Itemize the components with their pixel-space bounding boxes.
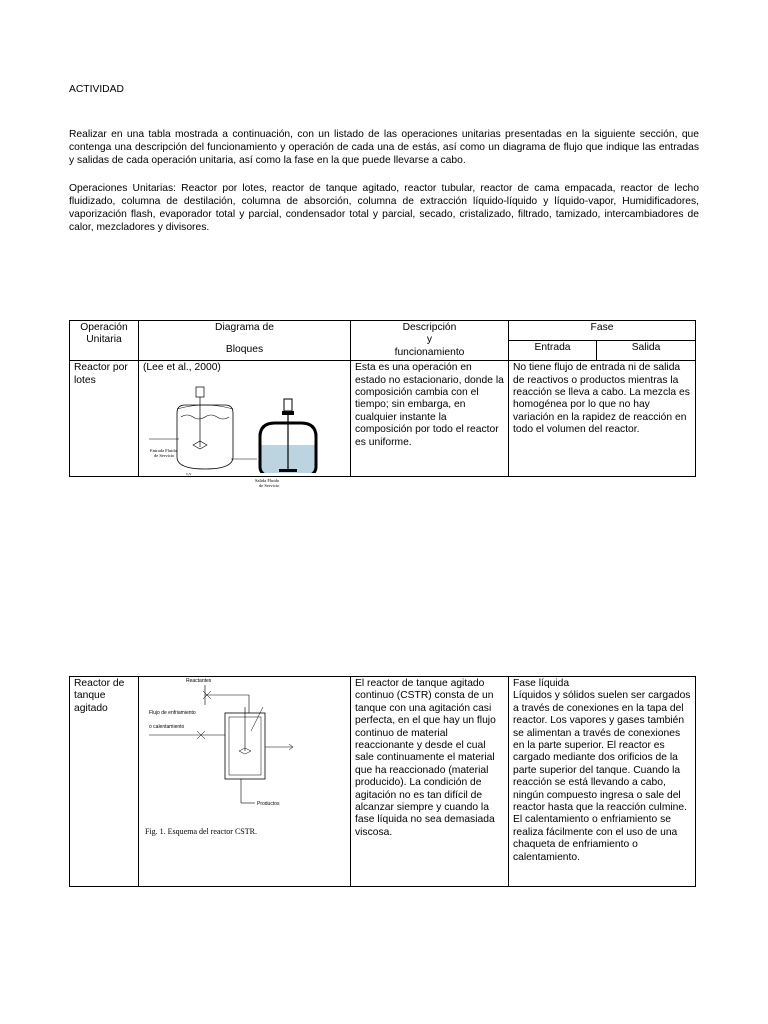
diagram-label-output: Salida Fluido de Servicio <box>255 478 280 489</box>
row2-diagram <box>139 677 351 887</box>
row-phase: No tiene flujo de entrada ni de salida de reactivos o productos mientras la reacción se lleva a cabo. La mezcla es homogénea por lo que no hay variación en la rapidez de reacción en todo el volumen del reactor. <box>509 361 696 477</box>
diagram-label-cv: c,v <box>186 471 192 477</box>
header-description: Descripción y funcionamiento <box>351 321 509 361</box>
batch-reactor-diagram <box>139 375 343 473</box>
row-description: Esta es una operación en estado no estacionario, donde la composición cambia con el tiempo; sin embarga, en cualquier instante la composición por todo el reactor es uniforme. <box>351 361 509 477</box>
cstr-diagram <box>143 679 303 819</box>
cstr-label-reactants: Reactantes <box>186 678 212 684</box>
table-batch-reactor <box>69 320 696 489</box>
row2-phase: Fase líquida Líquidos y sólidos suelen ser cargados a través de conexiones en la tapa del reactor. Los vapores y gases también se alimentan a través de conexiones en la parte superior. El reactor es cargado mediante dos orificios de la parte superior del tanque. Cuando la reacción se está llevando a cabo, ningún compuesto ingresa o sale del reactor hasta que la reacción culmine. El calentamiento o enfriamiento se realiza fácilmente con el uso de una chaqueta de enfriamiento o calentamiento. <box>509 677 696 887</box>
header-output: Salida <box>597 341 696 361</box>
figure-caption: Fig. 1. Esquema del reactor CSTR. <box>145 827 257 836</box>
intro-paragraph: Realizar en una tabla mostrada a continuación, con un listado de las operaciones unitarias presentadas en la siguiente sección, que contenga una descripción del funcionamiento y operación de cada una de estás, así como un diagrama de flujo que indique las entradas y salidas de cada operación unitaria, así como la fase en la que puede llevarse a cabo. <box>69 129 699 166</box>
diagram-citation: (Lee et al., 2000) <box>143 362 221 374</box>
diagram-label-input: Entrada Fluido de Servicio <box>150 448 177 459</box>
header-input: Entrada <box>509 341 597 361</box>
row2-name: Reactor de tanque agitado <box>70 677 139 887</box>
row2-description: El reactor de tanque agitado continuo (CSTR) consta de un tanque con una agitación casi perfecta, en el que hay un flujo continuo de material reaccionante y desde el cual sale continuamente el material que ha reaccionado (material producido). La condición de agitación no es tan difícil de alcanzar siempre y cuando la fase líquida no sea demasiada viscosa. <box>351 677 509 887</box>
cstr-label-cooling: Flujo de enfriamiento o calentamiento <box>149 710 196 730</box>
row-name: Reactor por lotes <box>70 361 139 477</box>
cstr-label-products: Productos <box>257 801 280 807</box>
header-phase: Fase <box>509 321 696 341</box>
table-stirred-tank-reactor <box>69 676 696 887</box>
header-diagram: Diagrama de Bloques <box>139 321 351 361</box>
row-diagram <box>139 361 351 489</box>
operations-paragraph: Operaciones Unitarias: Reactor por lotes, reactor de tanque agitado, reactor tubular, reactor de cama empacada, reactor de lecho fluidizado, columna de destilación, columna de absorción, columna de extracción líquido-líquido y líquido-vapor, Humidificadores, vaporización flash, evaporador total y parcial, condensador total y parcial, secado, cristalizado, filtrado, tamizado, intercambiadores de calor, mezcladores y divisores. <box>69 183 699 233</box>
header-operation: Operación Unitaria <box>70 321 139 361</box>
page-heading: ACTIVIDAD <box>69 84 124 95</box>
